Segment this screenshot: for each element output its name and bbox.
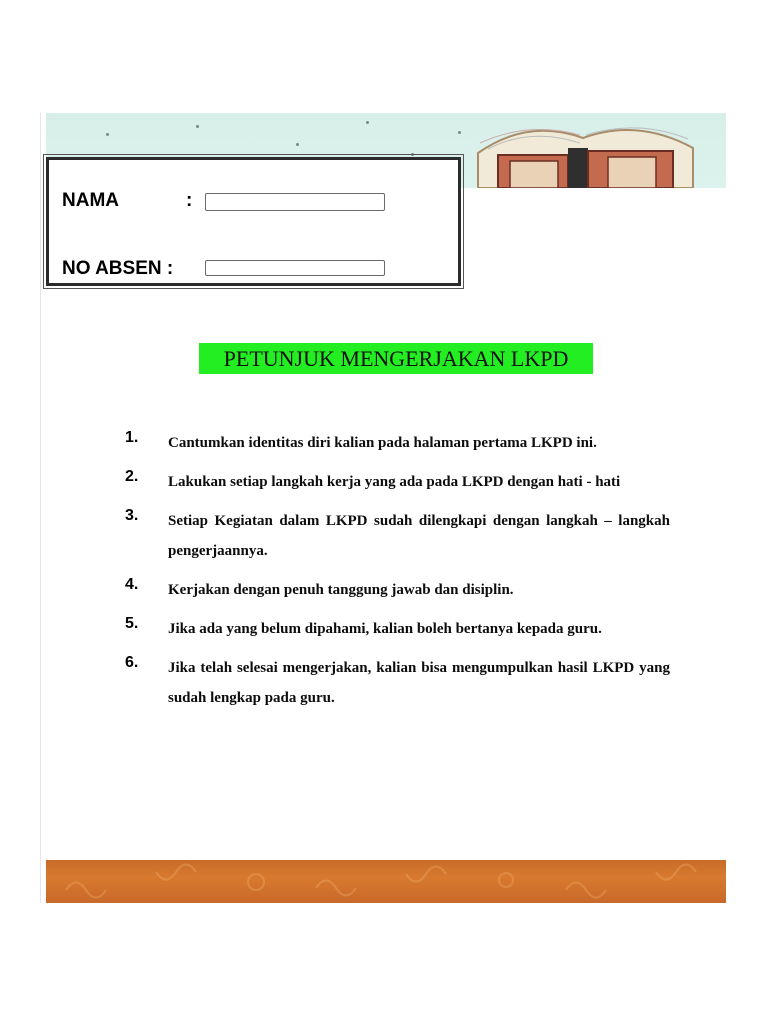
item-number: 6.: [125, 654, 139, 671]
banner-dot: [296, 143, 299, 146]
name-colon: :: [186, 190, 193, 211]
banner-dot: [106, 133, 109, 136]
banner-dot: [366, 121, 369, 124]
list-item: [125, 467, 670, 497]
list-item: [125, 428, 670, 458]
item-number: 2.: [125, 468, 139, 485]
item-number: 5.: [125, 615, 139, 632]
student-identity-box: [46, 157, 461, 286]
item-text: Kerjakan dengan penuh tanggung jawab dan disiplin.: [168, 582, 514, 598]
banner-dot: [411, 153, 414, 156]
absen-label: NO ABSEN :: [62, 258, 174, 279]
item-text: Jika ada yang belum dipahami, kalian boleh bertanya kepada guru.: [168, 621, 602, 637]
open-book-icon: [468, 113, 698, 188]
list-item: [125, 575, 670, 605]
item-text: Jika telah selesai mengerjakan, kalian bisa mengumpulkan hasil LKPD yang sudah lengkap pada guru.: [168, 660, 670, 706]
name-input[interactable]: [205, 193, 385, 211]
item-number: 4.: [125, 576, 139, 593]
item-text: Setiap Kegiatan dalam LKPD sudah dilengkapi dengan langkah – langkah pengerjaannya.: [168, 513, 670, 559]
item-number: 1.: [125, 429, 139, 446]
banner-dot: [458, 131, 461, 134]
item-number: 3.: [125, 507, 139, 524]
list-item: [125, 506, 670, 566]
page-title: PETUNJUK MENGERJAKAN LKPD: [199, 343, 593, 374]
instruction-list: [125, 428, 670, 722]
absen-input[interactable]: [205, 260, 385, 276]
item-text: Lakukan setiap langkah kerja yang ada pada LKPD dengan hati - hati: [168, 474, 621, 490]
bottom-decorative-band: [46, 860, 726, 903]
list-item: [125, 614, 670, 644]
banner-dot: [196, 125, 199, 128]
list-item: [125, 653, 670, 713]
pattern-decoration: [46, 860, 726, 903]
name-label: NAMA: [62, 190, 119, 211]
item-text: Cantumkan identitas diri kalian pada halaman pertama LKPD ini.: [168, 435, 597, 451]
